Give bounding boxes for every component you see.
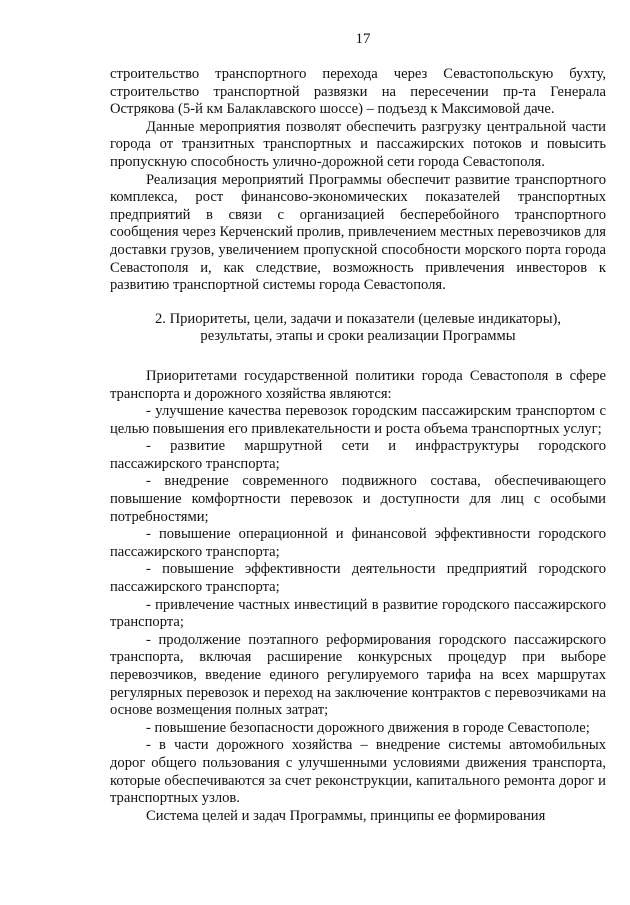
priorities-intro: Приоритетами государственной политики города Севастополя в сфере транспорта и дорожного хозяйства являются: xyxy=(110,367,606,402)
closing-fragment: Система целей и задач Программы, принципы ее формирования xyxy=(146,807,546,824)
priority-item: - развитие маршрутной сети и инфраструктуры городского пассажирского транспорта; xyxy=(110,438,606,472)
intro-paragraph-2: Данные мероприятия позволят обеспечить разгрузку центральной части города от транзитных транспортных и пассажирских потоков и повысить пропускную способность улично-дорожной сети города Севастополя. xyxy=(110,118,606,170)
priority-item: - привлечение частных инвестиций в развитие городского пассажирского транспорта; xyxy=(110,596,606,631)
page-number: 17 xyxy=(355,31,371,47)
priority-item: - внедрение современного подвижного состава, обеспечивающего повышение комфортности перевозок и доступности для лиц с особыми потребностями; xyxy=(110,473,606,525)
priority-item: - улучшение качества перевозок городским пассажирским транспортом с целью повышения его привлекательности и роста объема транспортных услуг; xyxy=(110,403,606,437)
priority-item: - повышение операционной и финансовой эффективности городского пассажирского транспорта; xyxy=(110,526,606,560)
priority-item: - в части дорожного хозяйства – внедрение системы автомобильных дорог общего пользования с улучшенными условиями движения транспорта, которые обеспечиваются за счет реконструкции, капитального ремонта дорог и транспортных узлов. xyxy=(110,737,606,807)
section-heading-line-2: результаты, этапы и сроки реализации Программы xyxy=(200,328,516,345)
section-heading-line-1: 2. Приоритеты, цели, задачи и показатели (целевые индикаторы), xyxy=(154,310,562,327)
priority-item: - повышение эффективности деятельности предприятий городского пассажирского транспорта; xyxy=(110,561,606,596)
intro-paragraph-1: строительство транспортного перехода через Севастопольскую бухту, строительство транспортной развязки на пересечении пр-та Генерала Острякова (5-й км Балаклавского шоссе) – подъезд к Максимовой даче. xyxy=(110,66,606,118)
priority-item: - повышение безопасности дорожного движения в городе Севастополе; xyxy=(146,719,590,736)
section-heading xyxy=(110,311,606,346)
intro-paragraph-3: Реализация мероприятий Программы обеспечит развитие транспортного комплекса, рост финансово-экономических показателей транспортных предприятий в связи с организацией бесперебойного транспортного сообщения через Керченский пролив, привлечением местных перевозчиков для доставки грузов, увеличением пропускной способности морского порта города Севастополя и, как следствие, возможность привлечения инвесторов к развитию транспортной системы города Севастополя. xyxy=(110,171,606,294)
priority-item: - продолжение поэтапного реформирования городского пассажирского транспорта, включая расширение конкурсных процедур при выборе перевозчиков, введение единого регулируемого тарифа на всех маршрутах регулярных перевозок и переход на заключение контрактов с перевозчиками на основе возмещения полных затрат; xyxy=(110,631,606,719)
